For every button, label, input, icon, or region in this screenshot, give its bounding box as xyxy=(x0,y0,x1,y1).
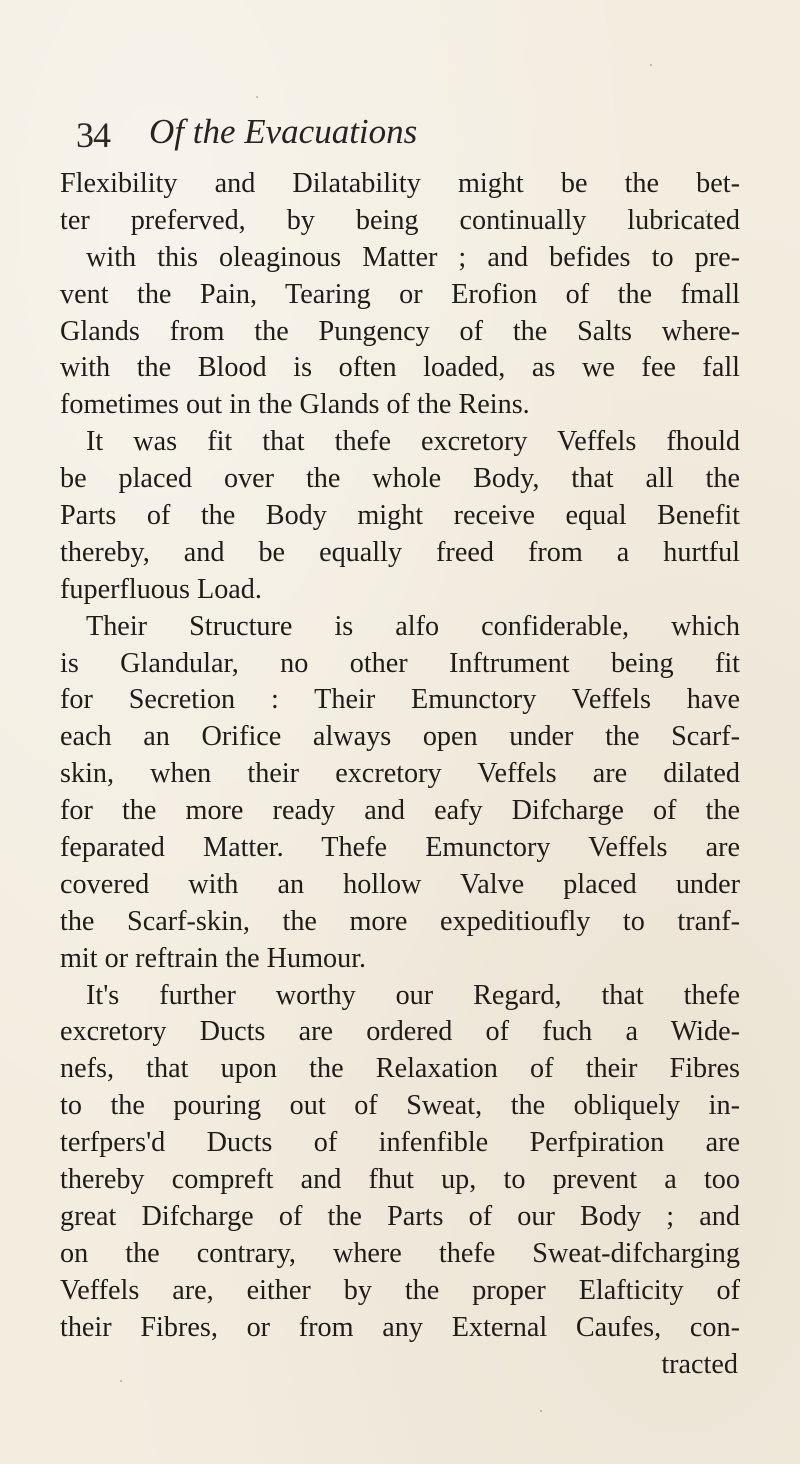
text-line: covered with an hollow Valve placed under xyxy=(60,868,740,900)
text-line: fometimes out in the Glands of the Reins. xyxy=(60,389,530,421)
text-line: their Fibres, or from any External Caufes, con- xyxy=(60,1311,740,1343)
paper-speck xyxy=(705,210,707,212)
text-line: ter preferved, by being continually lubricated xyxy=(60,204,740,236)
text-line: Flexibility and Dilatability might be the bet- xyxy=(60,168,740,199)
text-line: It was fit that thefe excretory Veffels fhould xyxy=(86,426,740,458)
body-text xyxy=(60,166,740,1383)
text-line: each an Orifice always open under the Scarf- xyxy=(60,721,740,753)
text-line: be placed over the whole Body, that all the xyxy=(60,463,740,495)
running-title: Of the Evacuations xyxy=(149,112,418,151)
text-line: mit or reftrain the Humour. xyxy=(60,942,367,974)
text-line: fuperfluous Load. xyxy=(60,573,262,605)
text-line: Parts of the Body might receive equal Benefit xyxy=(60,500,740,532)
text-line: for the more ready and eafy Difcharge of the xyxy=(60,795,740,827)
paper-speck xyxy=(120,1380,122,1382)
text-line: Veffels are, either by the proper Elafticity of xyxy=(60,1274,740,1306)
paper-speck xyxy=(256,96,258,98)
text-line: nefs, that upon the Relaxation of their Fibres xyxy=(60,1053,740,1085)
catchword: tracted xyxy=(661,1348,738,1380)
paper-speck xyxy=(650,64,652,66)
running-head xyxy=(76,112,736,162)
text-line: Glands from the Pungency of the Salts where- xyxy=(60,315,740,347)
page-number: 34 xyxy=(76,115,110,155)
text-line: on the contrary, where thefe Sweat-difcharging xyxy=(60,1237,740,1269)
text-line: is Glandular, no other Inftrument being fit xyxy=(60,647,740,679)
text-line: with this oleaginous Matter ; and befides to pre- xyxy=(86,241,740,273)
text-line: It's further worthy our Regard, that thefe xyxy=(86,979,740,1011)
text-line: Their Structure is alfo confiderable, which xyxy=(86,610,740,642)
paper-speck xyxy=(540,1410,542,1412)
text-line: feparated Matter. Thefe Emunctory Veffels are xyxy=(60,832,740,864)
text-line: for Secretion : Their Emunctory Veffels have xyxy=(60,684,740,716)
text-line: vent the Pain, Tearing or Erofion of the fmall xyxy=(60,278,740,310)
text-line: to the pouring out of Sweat, the obliquely in- xyxy=(60,1090,740,1122)
text-line: skin, when their excretory Veffels are dilated xyxy=(60,758,740,790)
text-line: terfpers'd Ducts of infenfible Perfpiration are xyxy=(60,1127,740,1159)
text-line: the Scarf-skin, the more expeditioufly to tranf- xyxy=(60,905,740,937)
text-line: thereby compreft and fhut up, to prevent a too xyxy=(60,1164,740,1196)
text-line: excretory Ducts are ordered of fuch a Wide- xyxy=(60,1016,740,1048)
text-line: thereby, and be equally freed from a hurtful xyxy=(60,536,740,568)
text-line: with the Blood is often loaded, as we fee fall xyxy=(60,352,740,384)
text-line: great Difcharge of the Parts of our Body ; and xyxy=(60,1200,740,1232)
